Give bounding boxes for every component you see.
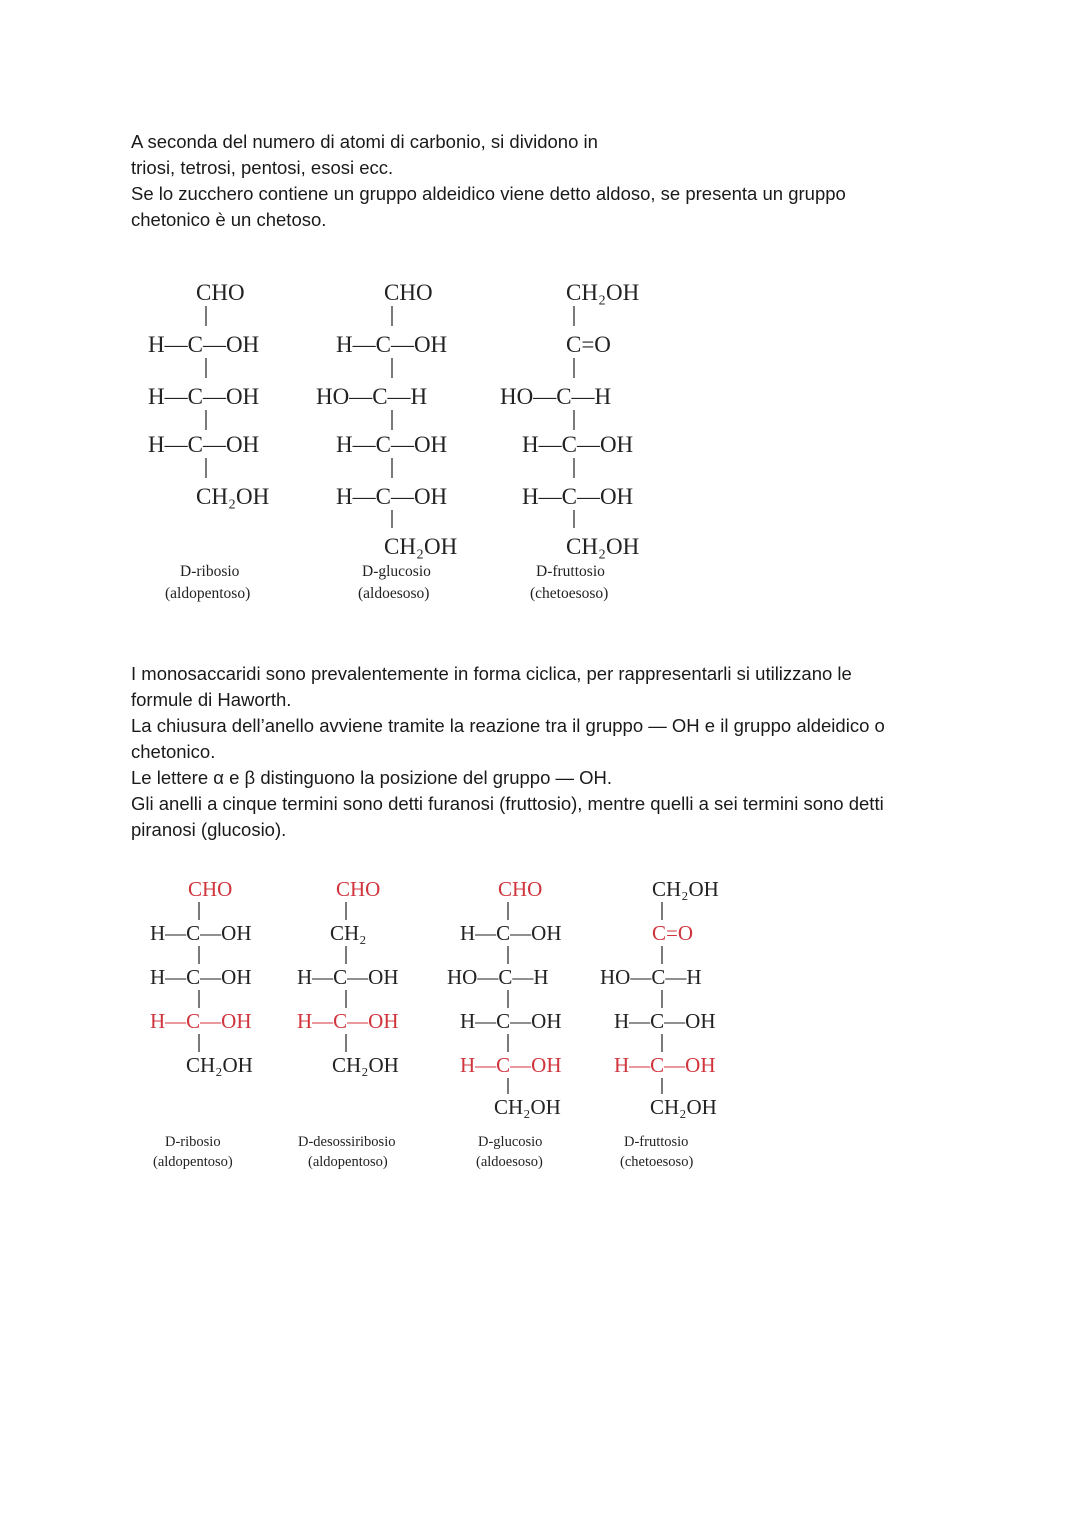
deoxyribose-row-3: H—C—OH	[297, 1009, 399, 1033]
ribose2-top-group: CHO	[188, 877, 233, 901]
fischer-figure-2	[0, 872, 1080, 1172]
fructose2-name: D-fruttosio	[624, 1134, 689, 1150]
middle-line-6: Gli anelli a cinque termini sono detti furanosi (fruttosio), mentre quelli a sei termini sono detti	[131, 793, 884, 814]
ribose-structure-2	[150, 877, 253, 1170]
intro-line-1: A seconda del numero di atomi di carbonio, si dividono in	[131, 131, 598, 152]
fructose2-bottom-group: CH₂OH	[650, 1095, 717, 1119]
fructose2-row-3: H—C—OH	[614, 1009, 716, 1033]
fructose-row-1: C=O	[566, 332, 611, 357]
ribose-top-group: CHO	[196, 280, 245, 305]
fructose2-top-group: CH₂OH	[652, 877, 719, 901]
intro-line-3: Se lo zucchero contiene un gruppo aldeidico viene detto aldoso, se presenta un gruppo	[131, 183, 846, 204]
fructose2-type: (chetoesoso)	[620, 1154, 694, 1170]
intro-paragraph	[131, 129, 846, 233]
fructose2-row-2: HO—C—H	[600, 965, 702, 989]
fructose2-row-4: H—C—OH	[614, 1053, 716, 1077]
deoxyribose-row-2: H—C—OH	[297, 965, 399, 989]
glucose-name: D-glucosio	[362, 563, 431, 580]
ribose2-row-1: H—C—OH	[150, 921, 252, 945]
middle-line-2: formule di Haworth.	[131, 689, 292, 710]
middle-line-4: chetonico.	[131, 741, 216, 762]
fructose-structure	[500, 280, 639, 602]
ribose-row-2: H—C—OH	[148, 384, 260, 409]
fructose-row-4: H—C—OH	[522, 484, 634, 509]
ribose-row-3: H—C—OH	[148, 432, 260, 457]
ribose2-name: D-ribosio	[165, 1134, 221, 1150]
glucose2-row-1: H—C—OH	[460, 921, 562, 945]
glucose-type: (aldoesoso)	[358, 585, 430, 602]
glucose-bottom-group: CH₂OH	[384, 534, 458, 559]
fructose-row-2: HO—C—H	[500, 384, 612, 409]
glucose-row-3: H—C—OH	[336, 432, 448, 457]
glucose2-type: (aldoesoso)	[476, 1154, 543, 1170]
glucose-row-4: H—C—OH	[336, 484, 448, 509]
glucose-structure-2	[447, 877, 562, 1170]
fructose-bottom-group: CH₂OH	[566, 534, 640, 559]
deoxyribose-type: (aldopentoso)	[308, 1154, 388, 1170]
ribose-name: D-ribosio	[180, 563, 240, 580]
middle-line-3: La chiusura dell’anello avviene tramite la reazione tra il gruppo — OH e il gruppo aldeidico o	[131, 715, 885, 736]
glucose-row-2: HO—C—H	[316, 384, 428, 409]
ribose-structure	[148, 280, 269, 602]
glucose2-bottom-group: CH₂OH	[494, 1095, 561, 1119]
deoxyribose-structure	[297, 877, 399, 1170]
glucose2-row-4: H—C—OH	[460, 1053, 562, 1077]
ribose2-row-2: H—C—OH	[150, 965, 252, 989]
glucose2-name: D-glucosio	[478, 1134, 543, 1150]
glucose2-top-group: CHO	[498, 877, 543, 901]
fructose-name: D-fruttosio	[536, 563, 605, 580]
cyclic-forms-paragraph	[131, 661, 885, 843]
glucose-top-group: CHO	[384, 280, 433, 305]
fructose2-row-1: C=O	[652, 921, 694, 945]
ribose-bottom-group: CH₂OH	[196, 484, 270, 509]
glucose-row-1: H—C—OH	[336, 332, 448, 357]
fructose-structure-2	[600, 877, 719, 1170]
fructose-top-group: CH₂OH	[566, 280, 640, 305]
deoxyribose-row-1: CH₂	[330, 921, 367, 945]
middle-line-1: I monosaccaridi sono prevalentemente in forma ciclica, per rappresentarli si utilizzano le	[131, 663, 852, 684]
middle-line-7: piranosi (glucosio).	[131, 819, 287, 840]
fructose-row-3: H—C—OH	[522, 432, 634, 457]
glucose-structure	[316, 280, 457, 602]
ribose-type: (aldopentoso)	[165, 585, 251, 602]
middle-line-5: Le lettere α e β distinguono la posizione del gruppo — OH.	[131, 767, 613, 788]
ribose2-row-3: H—C—OH	[150, 1009, 252, 1033]
deoxyribose-bottom-group: CH₂OH	[332, 1053, 399, 1077]
glucose2-row-3: H—C—OH	[460, 1009, 562, 1033]
intro-line-4: chetonico è un chetoso.	[131, 209, 327, 230]
fischer-figure-1	[0, 272, 1080, 602]
deoxyribose-name: D-desossiribosio	[298, 1134, 396, 1150]
intro-line-2: triosi, tetrosi, pentosi, esosi ecc.	[131, 157, 394, 178]
deoxyribose-top-group: CHO	[336, 877, 381, 901]
glucose2-row-2: HO—C—H	[447, 965, 549, 989]
ribose2-type: (aldopentoso)	[153, 1154, 233, 1170]
ribose2-bottom-group: CH₂OH	[186, 1053, 253, 1077]
ribose-row-1: H—C—OH	[148, 332, 260, 357]
fructose-type: (chetoesoso)	[530, 585, 609, 602]
